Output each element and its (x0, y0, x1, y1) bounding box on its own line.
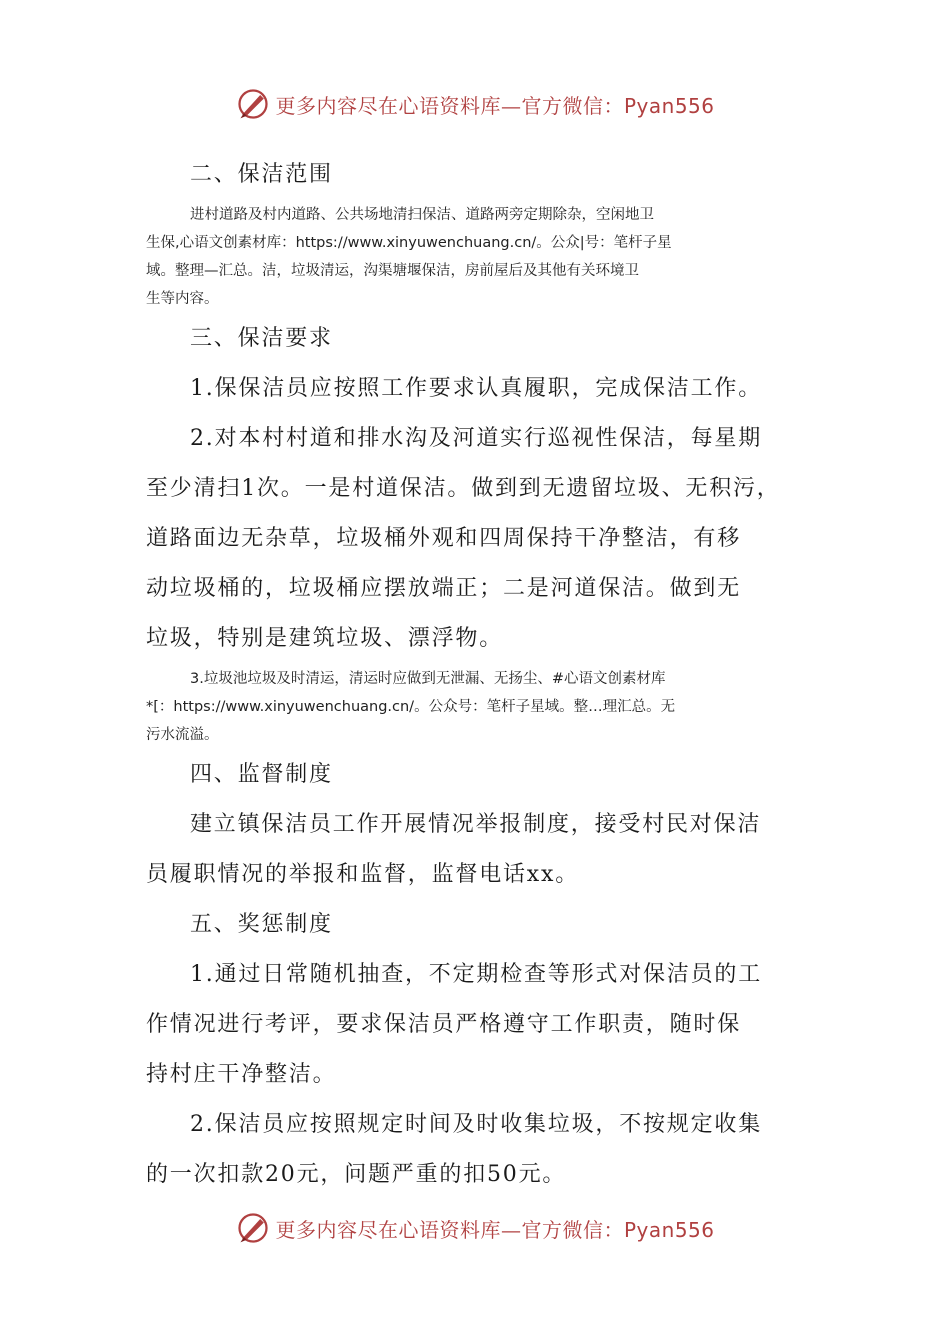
reward-line: 2.保洁员应按照规定时间及时收集垃圾，不按规定收集 (190, 1112, 762, 1137)
footer-banner-text: 更多内容尽在心语资料库—官方微信：Pyan556 (275, 1217, 715, 1242)
supervision-line: 员履职情况的举报和监督，监督电话xx。 (146, 862, 580, 887)
requirement-line: 2.对本村村道和排水沟及河道实行巡视性保洁，每星期 (190, 426, 762, 451)
reward-line: 持村庄干净整洁。 (146, 1062, 337, 1087)
supervision-line: 建立镇保洁员工作开展情况举报制度，接受村民对保洁 (190, 812, 762, 837)
scope-paragraph (146, 202, 806, 312)
requirement-line: 污水流溢。 (146, 727, 219, 743)
reward-line: 1.通过日常随机抽查，不定期检查等形式对保洁员的工 (190, 962, 762, 987)
section-title-requirements: 三、保洁要求 (190, 326, 333, 351)
requirement-item-1: 1.保保洁员应按照工作要求认真履职，完成保洁工作。 (190, 376, 762, 401)
requirement-item-3 (146, 666, 806, 748)
document-body (146, 150, 806, 1200)
section-title-rewards: 五、奖惩制度 (190, 912, 333, 937)
reward-item-1 (146, 950, 806, 1100)
requirement-line: 垃圾，特别是建筑垃圾、漂浮物。 (146, 626, 504, 651)
scope-line: 域。整理—汇总。洁，垃圾清运，沟渠塘堰保洁，房前屋后及其他有关环境卫 (146, 263, 639, 279)
supervision-paragraph (146, 800, 806, 900)
footer-banner (0, 1208, 950, 1248)
reward-line: 的一次扣款20元，问题严重的扣50元。 (146, 1162, 567, 1187)
section-title-scope: 二、保洁范围 (190, 162, 333, 187)
section-title-supervision: 四、监督制度 (190, 762, 333, 787)
requirement-line: *[：https://www.xinyuwenchuang.cn/。公众号：笔杆子星域。整…理汇总。无 (146, 699, 676, 715)
header-banner-text: 更多内容尽在心语资料库—官方微信：Pyan556 (275, 93, 715, 118)
requirement-line: 至少清扫1次。一是村道保洁。做到到无遗留垃圾、无积污， (146, 476, 781, 501)
requirement-item-2 (146, 414, 806, 664)
requirement-line: 3.垃圾池垃圾及时清运，清运时应做到无泄漏、无扬尘、#心语文创素材库 (190, 671, 666, 687)
header-banner (0, 84, 950, 124)
footer-account: Pyan556 (623, 1217, 715, 1242)
reward-item-2 (146, 1100, 806, 1200)
scope-line: 进村道路及村内道路、公共场地清扫保洁、道路两旁定期除杂，空闲地卫 (190, 207, 654, 223)
pen-logo-icon (235, 86, 271, 122)
scope-line: 生保,心语文创素材库：https://www.xinyuwenchuang.cn/。公众|号：笔杆子星 (146, 235, 672, 251)
requirement-line: 道路面边无杂草，垃圾桶外观和四周保持干净整洁，有移 (146, 526, 742, 551)
header-account: Pyan556 (623, 93, 715, 118)
reward-line: 作情况进行考评，要求保洁员严格遵守工作职责，随时保 (146, 1012, 742, 1037)
scope-line: 生等内容。 (146, 291, 219, 307)
pen-logo-icon (235, 1210, 271, 1246)
requirement-line: 动垃圾桶的，垃圾桶应摆放端正；二是河道保洁。做到无 (146, 576, 742, 601)
